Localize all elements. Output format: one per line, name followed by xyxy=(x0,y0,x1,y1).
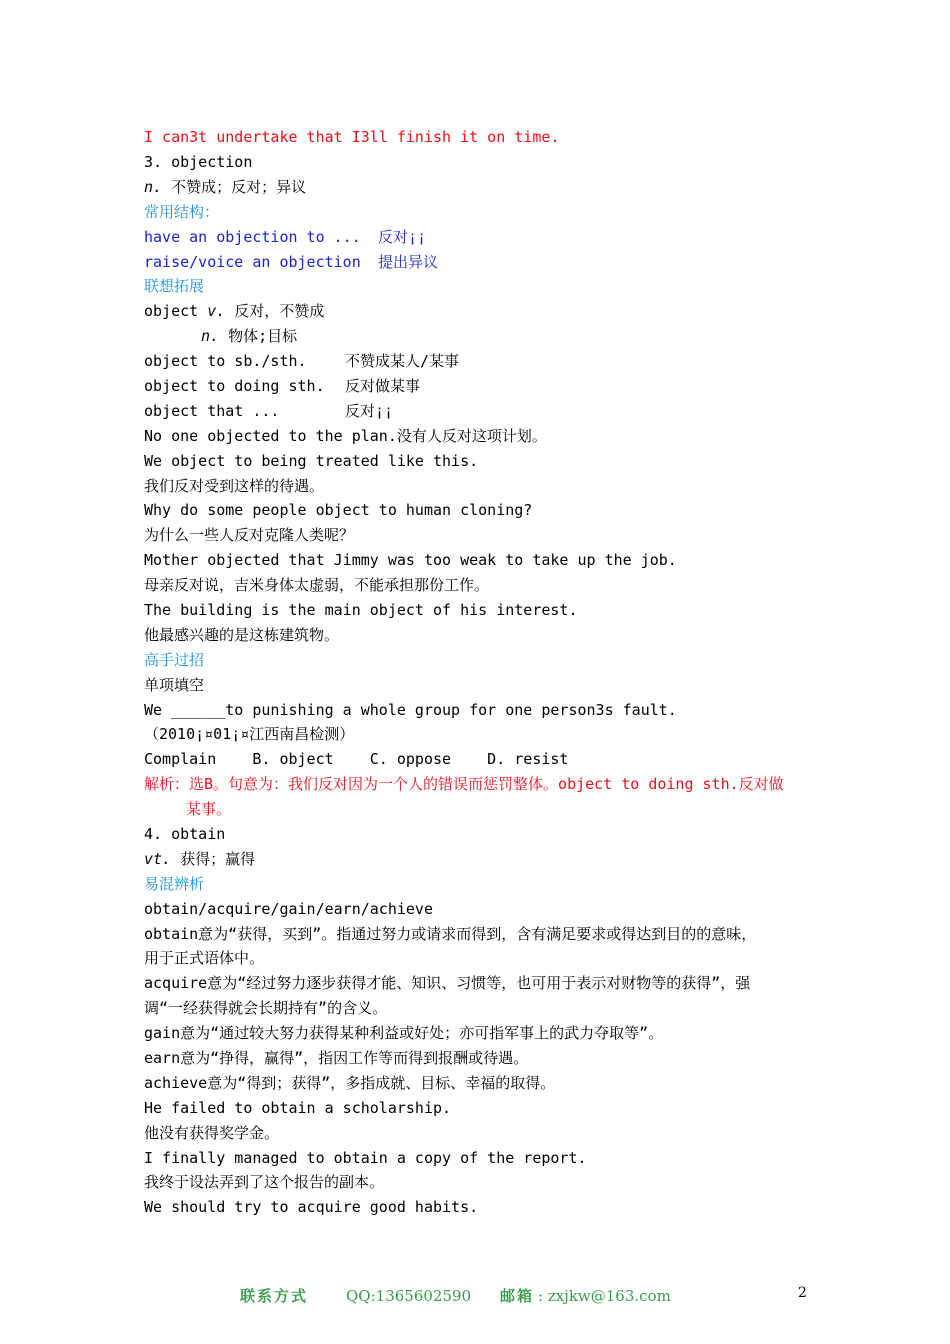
definition-text: 不赞成；反对；异议 xyxy=(162,178,307,196)
structure-meaning: 提出异议 xyxy=(378,253,439,271)
example-translation: 他没有获得奖学金。 xyxy=(144,1124,280,1142)
structure-meaning: 反对¡¡ xyxy=(378,228,427,246)
section-heading-distinction: 易混辨析 xyxy=(144,875,205,893)
entry-heading-obtain: 4. obtain xyxy=(144,825,226,843)
section-heading-common-structures: 常用结构： xyxy=(144,203,220,221)
exercise-source: （2010¡¤01¡¤江西南昌检测） xyxy=(144,725,355,743)
example-sentence: The building is the main object of his interest. xyxy=(144,601,578,619)
structure-row xyxy=(144,250,810,274)
example-translation: 母亲反对说，吉米身体太虚弱，不能承担那份工作。 xyxy=(144,576,490,594)
phrase-meaning: 反对¡¡ xyxy=(345,402,394,420)
example-sentence: Mother objected that Jimmy was too weak to take up the job. xyxy=(144,551,677,569)
example-sentence: We should try to acquire good habits. xyxy=(144,1198,479,1216)
structure-phrase: have an objection to ... xyxy=(144,228,361,246)
explanation-obtain-continued: 用于正式语体中。 xyxy=(144,949,265,967)
example-translation: 他最感兴趣的是这栋建筑物。 xyxy=(144,626,340,644)
phrase-row xyxy=(144,349,810,373)
example-sentence: He failed to obtain a scholarship. xyxy=(144,1099,452,1117)
explanation-achieve: achieve意为“得到；获得”，多指成就、目标、幸福的取得。 xyxy=(144,1074,556,1092)
part-of-speech: v. xyxy=(207,302,226,320)
definition-text: 获得；赢得 xyxy=(171,850,256,868)
definition-obtain xyxy=(144,847,810,871)
example-sentence: I finally managed to obtain a copy of the report. xyxy=(144,1149,587,1167)
phrase-row xyxy=(144,374,810,398)
answer-explanation: 解析：选B。句意为：我们反对因为一个人的错误而惩罚整体。object to doing sth.反对做 xyxy=(144,775,784,793)
headword: object xyxy=(144,302,208,320)
example-translation: 我终于设法弄到了这个报告的副本。 xyxy=(144,1173,385,1191)
qq-number: QQ:1365602590 xyxy=(346,1287,472,1305)
example-sentence: We object to being treated like this. xyxy=(144,452,479,470)
phrase: object to doing sth. xyxy=(144,377,325,395)
explanation-gain: gain意为“通过较大努力获得某种利益或好处；亦可指军事上的武力夺取等”。 xyxy=(144,1024,664,1042)
contact-label: 联系方式 xyxy=(240,1287,309,1305)
section-heading-association: 联想拓展 xyxy=(144,277,205,295)
explanation-obtain: obtain意为“获得，买到”。指通过努力或请求而得到，含有满足要求或得达到目的的意味， xyxy=(144,925,757,943)
definition-objection xyxy=(144,175,810,199)
definition-object-noun xyxy=(201,324,810,348)
part-of-speech: n. xyxy=(144,178,163,196)
definition-text: 反对，不赞成 xyxy=(225,302,325,320)
example-sentence: No one objected to the plan.没有人反对这项计划。 xyxy=(144,427,547,445)
exercise-options: Complain B. object C. oppose D. resist xyxy=(144,750,569,768)
page-footer xyxy=(0,1284,950,1308)
entry-heading-objection: 3. objection xyxy=(144,153,253,171)
part-of-speech: n. xyxy=(201,327,220,345)
definition-object-verb xyxy=(144,299,810,323)
example-sentence-undertake: I can3t undertake that I3ll finish it on time. xyxy=(144,128,560,146)
email-label: 邮箱 xyxy=(500,1287,535,1305)
email-address: : zxjkw@163.com xyxy=(538,1287,671,1305)
phrase-row xyxy=(144,399,810,423)
example-sentence: Why do some people object to human cloning? xyxy=(144,501,533,519)
phrase-meaning: 不赞成某人/某事 xyxy=(345,352,460,370)
answer-explanation-continued: 某事。 xyxy=(186,800,232,818)
definition-text: 物体;目标 xyxy=(219,327,298,345)
explanation-earn: earn意为“挣得，赢得”，指因工作等而得到报酬或待遇。 xyxy=(144,1049,529,1067)
explanation-acquire-continued: 调“一经获得就会长期持有”的含义。 xyxy=(144,999,388,1017)
exercise-question: We ______to punishing a whole group for one person3s fault. xyxy=(144,701,677,719)
phrase: object to sb./sth. xyxy=(144,352,307,370)
structure-phrase: raise/voice an objection xyxy=(144,253,361,271)
page-number: 2 xyxy=(798,1285,807,1301)
structure-row xyxy=(144,225,810,249)
phrase: object that ... xyxy=(144,402,280,420)
word-group: obtain/acquire/gain/earn/achieve xyxy=(144,900,433,918)
example-translation: 为什么一些人反对克隆人类呢？ xyxy=(144,526,355,544)
example-translation: 我们反对受到这样的待遇。 xyxy=(144,477,325,495)
exercise-type: 单项填空 xyxy=(144,676,205,694)
phrase-meaning: 反对做某事 xyxy=(345,377,421,395)
section-heading-practice: 高手过招 xyxy=(144,651,205,669)
part-of-speech: vt. xyxy=(144,850,172,868)
explanation-acquire: acquire意为“经过努力逐步获得才能、知识、习惯等，也可用于表示对财物等的获得”，强 xyxy=(144,974,751,992)
